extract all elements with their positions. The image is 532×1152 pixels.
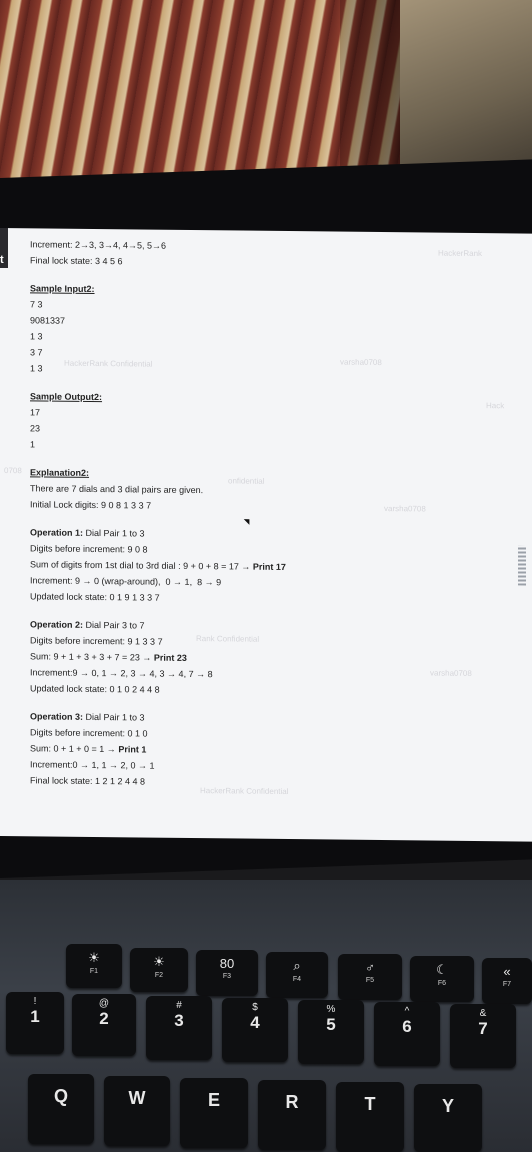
input-line: 7 3 [30,299,43,310]
sum-text: Sum: 0 + 1 + 0 = 1 → [30,743,119,755]
key-2[interactable] [72,994,136,1056]
key-6[interactable] [374,1002,440,1066]
key-label: 3 [174,1011,184,1030]
key-label: 6 [402,1017,412,1036]
key-label: Q [53,1086,68,1106]
operation-label: Operation 3: [30,711,84,722]
watermark: Hack [486,401,505,411]
key-label: 4 [250,1013,260,1032]
key-7[interactable] [450,1004,516,1068]
input-line: 3 7 [30,347,43,358]
operation-desc: Dial Pair 1 to 3 [83,527,145,539]
print-value: Print 1 [118,744,147,755]
operation-desc: Dial Pair 1 to 3 [83,711,145,723]
key-shift-label: % [326,1004,336,1015]
key-label: T [364,1094,376,1114]
input-line: 9081337 [30,315,66,326]
key-label: 5 [326,1015,336,1034]
search-icon: ⌕ [293,958,301,973]
operation-line: Digits before increment: 9 0 8 [30,543,148,555]
watermark: onfidential [228,476,265,486]
mission-control-icon: 80 [219,956,235,971]
key-f1[interactable] [66,944,122,988]
problem-document [30,228,510,793]
key-f3[interactable] [196,950,258,996]
key-label: F5 [365,977,375,984]
input-line: 1 3 [30,331,43,342]
key-3[interactable] [146,996,212,1060]
key-y[interactable] [414,1084,482,1152]
operation-line: Increment:9 → 0, 1 → 2, 3 → 4, 3 → 4, 7 → 8 [30,667,213,680]
key-w[interactable] [104,1076,170,1146]
final-lock-state-line: Final lock state: 3 4 5 6 [30,255,123,267]
key-4[interactable] [222,998,288,1062]
key-label: 1 [30,1007,40,1026]
operation-label: Operation 2: [30,619,84,630]
watermark: varsha0708 [384,504,426,514]
operation-line: Final lock state: 1 2 1 2 4 4 8 [30,775,146,787]
key-t[interactable] [336,1082,404,1152]
key-shift-label: & [479,1008,487,1019]
key-label: 7 [478,1019,488,1038]
sum-text: Sum of digits from 1st dial to 3rd dial : 9 + 0 + 8 = 17 → [30,559,253,572]
key-label: F2 [154,972,164,979]
sample-output-heading: Sample Output2: [30,391,103,403]
key-label: W [128,1088,146,1108]
key-f7[interactable] [482,958,532,1004]
keyboard [0,880,532,1152]
key-label: Y [441,1096,454,1116]
watermark: HackerRank Confidential [64,358,153,369]
sample-input-heading: Sample Input2: [30,283,95,294]
explanation-line: There are 7 dials and 3 dial pairs are given. [30,483,204,496]
watermark: varsha0708 [340,357,382,367]
print-value: Print 17 [252,561,286,572]
window-edge-glyph: t [0,254,4,266]
sum-text: Sum: 9 + 1 + 3 + 3 + 7 = 23 → [30,651,154,663]
explanation-heading: Explanation2: [30,467,90,478]
key-f6[interactable] [410,956,474,1002]
key-shift-label: # [176,1000,182,1011]
operation-desc: Dial Pair 3 to 7 [83,619,145,631]
brightness-up-icon: ☀ [153,954,165,969]
output-line: 23 [30,423,41,434]
key-1[interactable] [6,992,64,1054]
increment-line: Increment: 2→3, 3→4, 4→5, 5→6 [30,239,167,251]
moon-icon: ☾ [436,962,448,977]
key-label: R [285,1092,299,1112]
operation-line: Increment:0 → 1, 1 → 2, 0 → 1 [30,759,155,771]
key-label: F1 [89,968,99,975]
scrollbar-handle[interactable] [518,545,526,585]
brightness-down-icon: ☀ [88,950,100,965]
watermark: varsha0708 [430,668,472,678]
key-label: F7 [502,981,512,988]
key-5[interactable] [298,1000,364,1064]
watermark: Rank Confidential [196,634,260,644]
key-shift-label: ^ [404,1006,410,1017]
print-value: Print 23 [153,652,187,663]
operation-line: Increment: 9 → 0 (wrap-around), 0 → 1, 8 → 9 [30,575,222,588]
key-r[interactable] [258,1080,326,1150]
key-label: F3 [222,973,232,980]
input-line: 1 3 [30,363,43,374]
laptop-screen [0,228,532,842]
rewind-icon: « [503,964,511,979]
key-f2[interactable] [130,948,188,992]
key-q[interactable] [28,1074,94,1144]
operation-line: Updated lock state: 0 1 0 2 4 4 8 [30,683,160,695]
key-label: F6 [437,980,447,987]
key-f5[interactable] [338,954,402,1000]
output-line: 1 [30,439,36,450]
watermark: HackerRank Confidential [200,786,289,797]
key-e[interactable] [180,1078,248,1148]
key-shift-label: @ [98,998,110,1009]
operation-line: Updated lock state: 0 1 9 1 3 3 7 [30,591,160,603]
explanation-line: Initial Lock digits: 9 0 8 1 3 3 7 [30,499,152,511]
operation-label: Operation 1: [30,527,84,538]
output-line: 17 [30,407,41,418]
key-shift-label: $ [252,1002,258,1013]
microphone-icon: ♂ [365,960,375,975]
watermark: HackerRank [438,248,483,259]
key-shift-label: ! [33,996,37,1007]
key-f4[interactable] [266,952,328,998]
operation-line: Digits before increment: 0 1 0 [30,727,148,739]
operation-line: Digits before increment: 9 1 3 3 7 [30,635,163,647]
key-label: 2 [99,1009,109,1028]
key-label: F4 [292,976,302,983]
key-label: E [207,1090,220,1110]
watermark: 0708 [4,466,22,476]
